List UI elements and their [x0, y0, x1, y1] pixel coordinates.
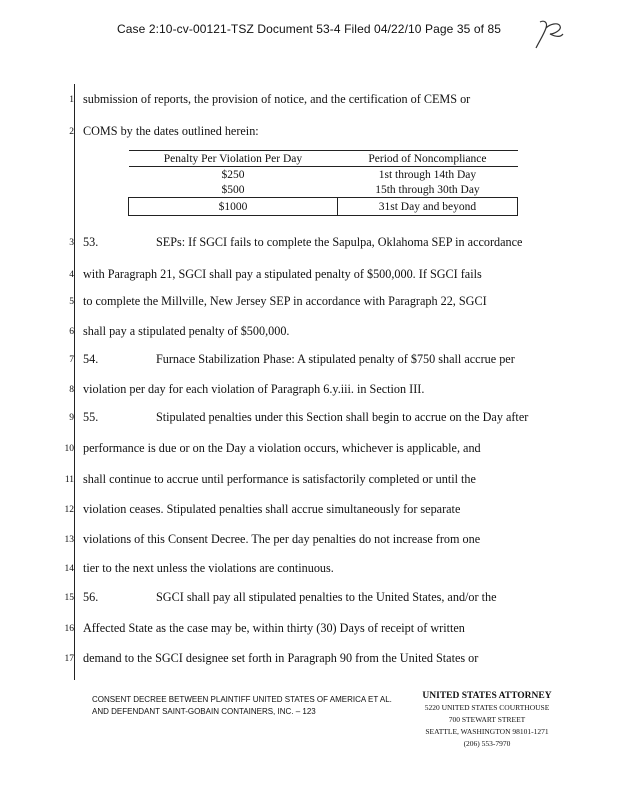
line-text: Furnace Stabilization Phase: A stipulated penalty of $750 shall accrue per — [156, 352, 515, 366]
period-cell: 31st Day and beyond — [337, 198, 517, 216]
attorney-title: UNITED STATES ATTORNEY — [422, 691, 552, 701]
line-number: 10 — [64, 444, 74, 454]
line-number: 11 — [64, 475, 74, 485]
penalty-cell: $1000 — [129, 198, 338, 216]
address-line: 700 STEWART STREET — [448, 715, 526, 724]
period-cell: 1st through 14th Day — [378, 168, 477, 181]
address-line: 5220 UNITED STATES COURTHOUSE — [424, 703, 550, 712]
line-text: shall pay a stipulated penalty of $500,000. — [83, 324, 290, 338]
text-line — [83, 590, 497, 605]
column-header: Penalty Per Violation Per Day — [129, 151, 338, 167]
penalty-cell: $500 — [221, 183, 245, 196]
line-text: COMS by the dates outlined herein: — [83, 124, 259, 138]
table-header-row — [129, 151, 518, 167]
period-cell: 15th through 30th Day — [375, 183, 480, 196]
penalty-cell: $250 — [221, 168, 245, 181]
text-line — [83, 561, 334, 576]
text-line — [83, 382, 424, 397]
line-text: violation per day for each violation of Paragraph 6.y.iii. in Section III. — [83, 382, 425, 396]
line-number: 8 — [69, 385, 74, 395]
text-line — [83, 621, 465, 636]
text-line — [83, 267, 482, 282]
line-number: 7 — [69, 355, 74, 365]
line-text: violation ceases. Stipulated penalties shall accrue simultaneously for separate — [83, 502, 461, 516]
penalty-table — [128, 150, 518, 216]
line-number: 6 — [69, 327, 74, 337]
line-text: submission of reports, the provision of notice, and the certification of CEMS or — [83, 92, 471, 106]
paragraph-number: 53. — [83, 235, 99, 249]
address-line: SEATTLE, WASHINGTON 98101-1271 — [425, 727, 549, 736]
attorney-address-block — [412, 690, 562, 750]
line-number: 1 — [69, 95, 74, 105]
line-text: SEPs: If SGCI fails to complete the Sapulpa, Oklahoma SEP in accordance — [156, 235, 523, 249]
paragraph-number: 55. — [83, 410, 99, 424]
line-number: 15 — [64, 593, 74, 603]
line-number: 16 — [64, 624, 74, 634]
text-line — [83, 472, 476, 487]
text-line — [83, 502, 460, 517]
line-number: 2 — [69, 127, 74, 137]
line-text: shall continue to accrue until performance is satisfactorily completed or until the — [83, 472, 476, 486]
table-row — [129, 182, 518, 198]
line-number: 17 — [64, 654, 74, 664]
text-line — [83, 532, 480, 547]
paragraph-number: 54. — [83, 352, 99, 366]
line-text: Stipulated penalties under this Section shall begin to accrue on the Day after — [156, 410, 529, 424]
line-number: 9 — [69, 413, 74, 423]
phone-line: (206) 553-7970 — [463, 739, 511, 748]
line-text: with Paragraph 21, SGCI shall pay a stipulated penalty of $500,000. If SGCI fails — [83, 267, 482, 281]
line-text: performance is due or on the Day a violation occurs, whichever is applicable, and — [83, 441, 481, 455]
handwritten-initials-signature — [530, 18, 566, 52]
text-line — [83, 441, 481, 456]
line-number: 5 — [69, 297, 74, 307]
case-header: Case 2:10-cv-00121-TSZ Document 53-4 Filed 04/22/10 Page 35 of 85 — [116, 22, 502, 36]
text-line — [83, 324, 289, 339]
footer-caption-line: CONSENT DECREE BETWEEN PLAINTIFF UNITED STATES OF AMERICA ET AL. — [92, 695, 392, 704]
footer-caption — [92, 694, 392, 718]
footer-caption-line: AND DEFENDANT SAINT-GOBAIN CONTAINERS, INC. – 123 — [92, 707, 316, 716]
line-text: to complete the Millville, New Jersey SEP in accordance with Paragraph 22, SGCI — [83, 294, 487, 308]
line-text: SGCI shall pay all stipulated penalties to the United States, and/or the — [156, 590, 497, 604]
paragraph-number: 56. — [83, 590, 99, 604]
column-header: Period of Noncompliance — [337, 151, 517, 167]
text-line — [83, 352, 515, 367]
left-margin-rule — [74, 84, 75, 680]
text-line — [83, 235, 522, 250]
line-text: demand to the SGCI designee set forth in Paragraph 90 from the United States or — [83, 651, 479, 665]
line-text: Affected State as the case may be, within thirty (30) Days of receipt of written — [83, 621, 465, 635]
text-line — [83, 294, 487, 309]
line-number: 14 — [64, 564, 74, 574]
line-number: 12 — [64, 505, 74, 515]
text-line — [83, 92, 470, 107]
line-number: 4 — [69, 270, 74, 280]
line-text: violations of this Consent Decree. The per day penalties do not increase from one — [83, 532, 481, 546]
table-row — [129, 198, 518, 216]
line-number: 13 — [64, 535, 74, 545]
text-line — [83, 651, 478, 666]
table-row — [129, 167, 518, 183]
line-text: tier to the next unless the violations are continuous. — [83, 561, 334, 575]
text-line — [83, 410, 528, 425]
text-line — [83, 124, 259, 139]
line-number: 3 — [69, 238, 74, 248]
